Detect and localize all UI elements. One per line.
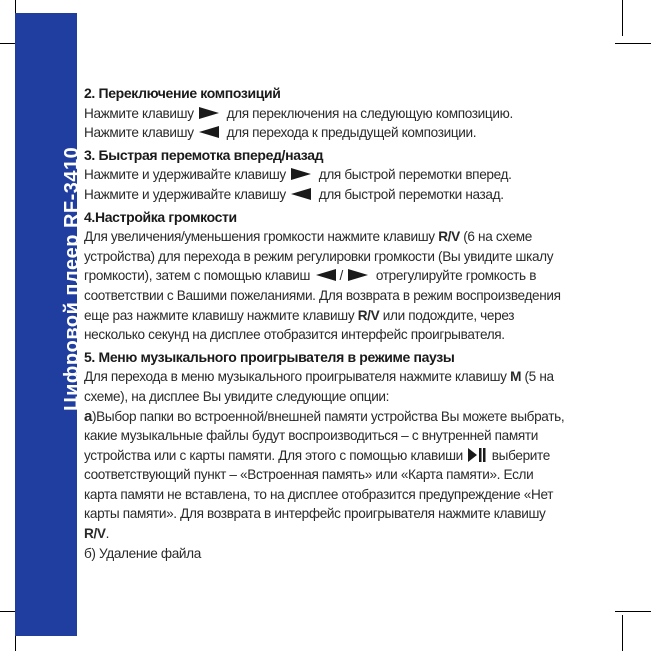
text: отрегулируйте громкость в соответствии с Вашими пожеланиями. Для возврата в режим воспроизведения еще раз нажмите клавишу нажмите клавишу xyxy=(84,268,561,323)
paragraph: б) Удаление файла xyxy=(84,545,201,561)
triangle-left-icon xyxy=(291,188,311,200)
text: Нажмите клавишу xyxy=(84,105,194,121)
text: (6 на схеме устройства) для перехода в режим регулировки громкости (Вы увидите шкалу громкости), затем с помощью клавиш xyxy=(84,229,554,284)
crop-mark xyxy=(615,611,651,612)
text: или подождите, через несколько секунд на дисплее отобразится интерфейс проигрывателя. xyxy=(84,307,515,343)
sidebar xyxy=(15,13,83,636)
text: для переключения на следующую композицию. xyxy=(226,105,513,121)
text: . xyxy=(105,526,110,542)
text: (5 на схеме), на дисплее Вы увидите следующие опции: xyxy=(84,369,554,404)
text: )Выбор папки во встроенной/внешней памяти устройства Вы можете выбрать, какие музыкальные файлы будут воспроизводиться – с внутренней памяти устройства или с карты памяти. Для этого с помощью клавиши xyxy=(84,408,565,463)
text: Нажмите клавишу xyxy=(84,125,194,141)
section-4-title: 4.Настройка громкости xyxy=(84,208,237,225)
paragraph xyxy=(84,367,566,406)
text: Нажмите и удерживайте клавишу xyxy=(84,167,286,183)
crop-mark xyxy=(622,615,623,651)
text: / xyxy=(339,268,343,284)
crop-mark xyxy=(615,43,651,44)
section-2-title: 2. Переключение композиций xyxy=(84,85,281,101)
paragraph xyxy=(84,165,566,185)
triangle-right-icon xyxy=(348,269,368,281)
manual-content xyxy=(84,84,566,563)
text: для быстрой перемотки вперед. xyxy=(318,167,512,183)
text: Для перехода в меню музыкального проигрывателя нажмите клавишу xyxy=(84,369,507,385)
triangle-left-icon xyxy=(199,126,219,138)
play-pause-icon xyxy=(468,448,486,462)
text: для перехода к предыдущей композиции. xyxy=(226,125,477,141)
triangle-right-icon xyxy=(199,107,219,119)
key-label: M xyxy=(510,369,522,385)
triangle-right-icon xyxy=(291,168,311,180)
text: для быстрой перемотки назад. xyxy=(318,186,504,202)
sidebar-title: Цифровой плеер RF-3410 xyxy=(61,146,83,411)
paragraph xyxy=(84,185,566,205)
section-3-title: 3. Быстрая перемотка вперед/назад xyxy=(84,146,324,163)
triangle-left-icon xyxy=(316,269,336,281)
text: Для увеличения/уменьшения громкости нажмите клавишу xyxy=(84,229,435,245)
text: выберите соответствующий пункт – «Встроенная память» или «Карта памяти». Если карта памяти не вставлена, то на дисплее отобразится предупреждение «Нет карты памяти». Для возврата в интерфейс проигрывателя нажмите клавишу xyxy=(84,447,554,522)
key-label: R/V xyxy=(438,229,460,245)
paragraph xyxy=(84,104,566,124)
key-label: R/V xyxy=(357,307,380,323)
key-label: R/V xyxy=(84,526,106,542)
paragraph xyxy=(84,227,566,345)
paragraph xyxy=(84,123,566,143)
text: Нажмите и удерживайте клавишу xyxy=(84,186,286,202)
option-label: а xyxy=(84,407,92,425)
section-5-title: 5. Меню музыкального проигрывателя в режиме паузы xyxy=(84,348,455,365)
crop-mark xyxy=(622,0,623,36)
paragraph xyxy=(84,407,566,544)
